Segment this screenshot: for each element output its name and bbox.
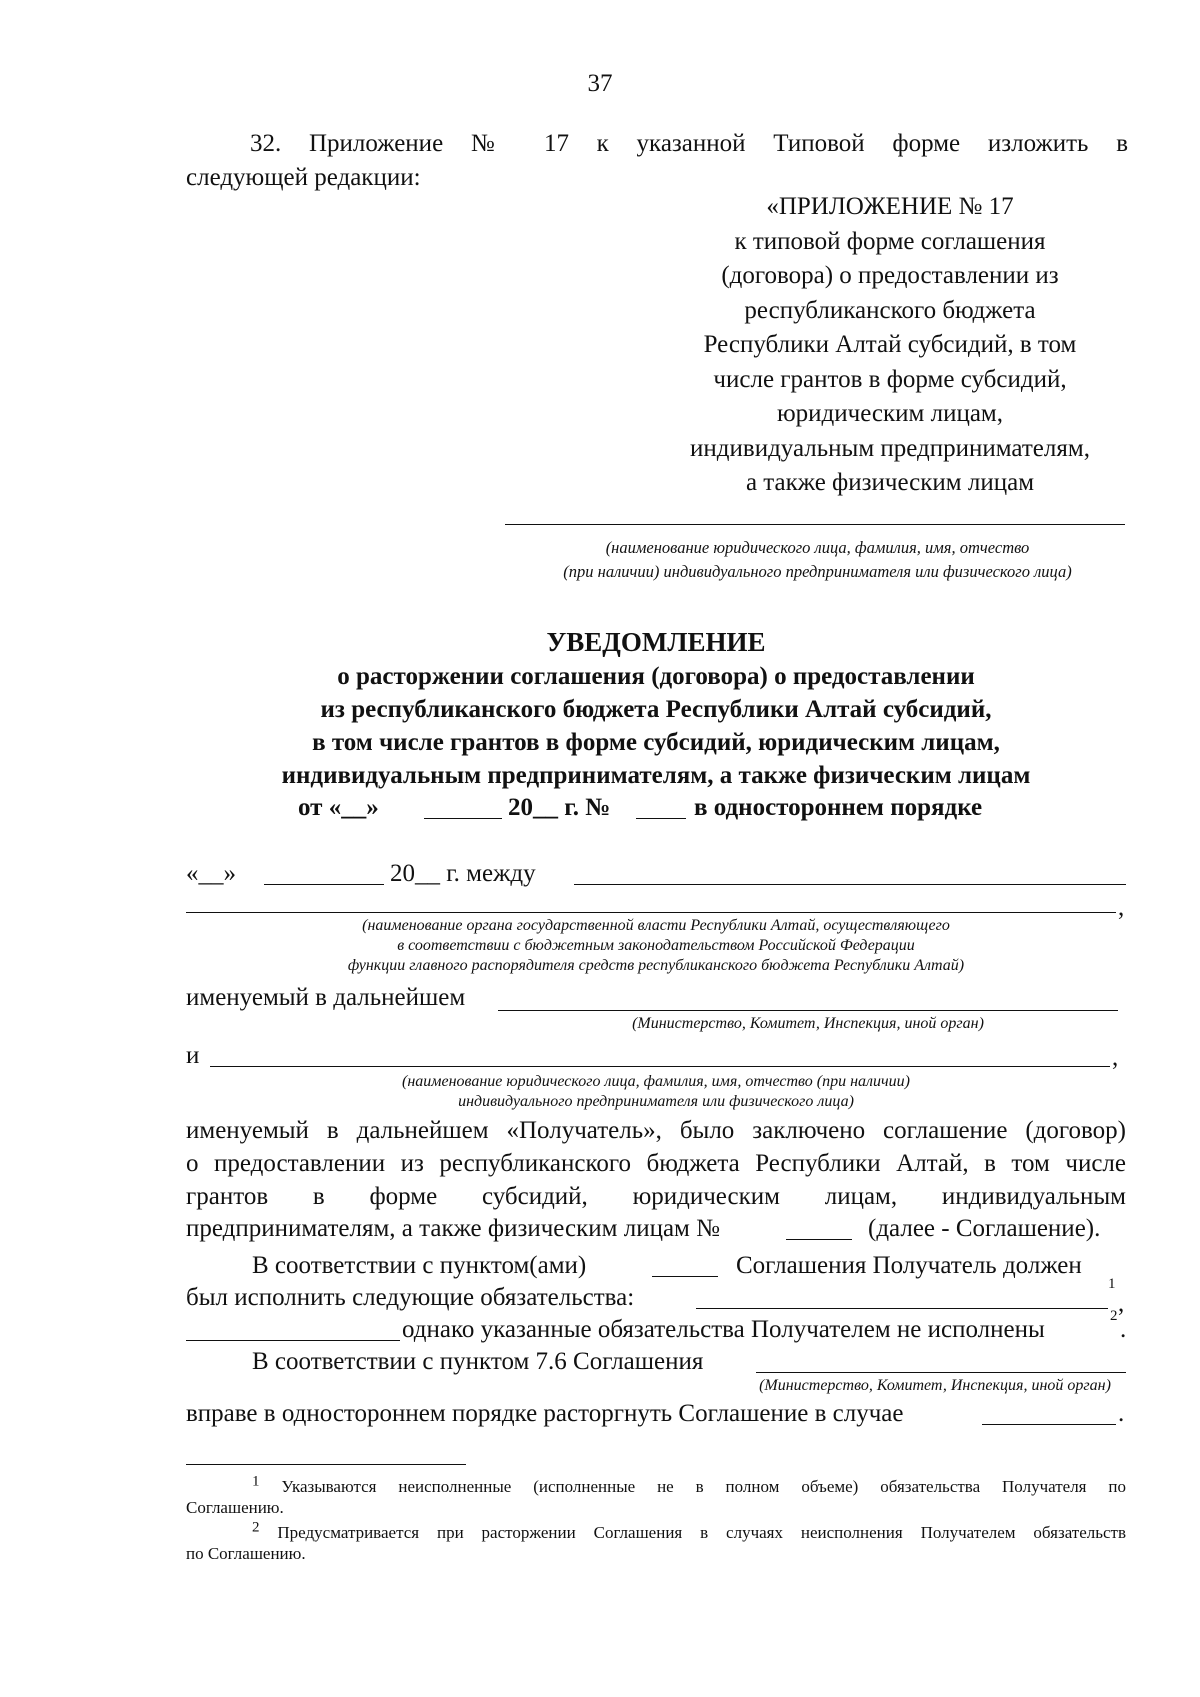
recipient-caption-line: (наименование юридического лица, фамилия, имя, отчество — [605, 538, 1030, 557]
authority-caption-line: в соответствии с бюджетным законодательством Российской Федерации — [397, 937, 915, 954]
ministry-blank — [498, 1010, 1118, 1011]
authority-blank — [574, 884, 1126, 885]
and-label: и — [186, 1042, 200, 1069]
paragraph-2-a: В соответствии с пунктом(ами) — [252, 1252, 587, 1279]
case-blank — [982, 1424, 1116, 1425]
notice-date-blank — [424, 818, 502, 819]
obligations-blank-2 — [186, 1340, 400, 1341]
appendix-heading — [660, 190, 1120, 501]
recipient-caption — [505, 536, 1130, 584]
entity-caption-line: (наименование юридического лица, фамилия, имя, отчество (при наличии) — [402, 1073, 910, 1090]
paragraph-4: вправе в одностороннем порядке расторгнуть Соглашение в случае — [186, 1400, 904, 1427]
notice-title: УВЕДОМЛЕНИЕ — [546, 627, 766, 657]
paragraph-1-last-a: предпринимателям, а также физическим лицам № — [186, 1215, 720, 1242]
footnote-1-text: Указываются неисполненные (исполненные не в полном объеме) обязательства Получателя по — [281, 1477, 1126, 1496]
ministry-caption: (Министерство, Комитет, Инспекция, иной орган) — [632, 1015, 984, 1032]
authority-caption-line: (наименование органа государственной власти Республики Алтай, осуществляющего — [362, 917, 950, 934]
entity-blank — [210, 1066, 1110, 1067]
obligations-blank — [696, 1308, 1108, 1309]
footnote-2-text: Предусматривается при расторжении Соглашения в случаях неисполнения Получателем обязательств — [277, 1523, 1127, 1542]
comma: , — [1118, 894, 1125, 921]
form-year: 20__ г. между — [390, 860, 536, 887]
intro-line-2: следующей редакции: — [186, 164, 421, 191]
ministry-caption-2: (Министерство, Комитет, Инспекция, иной орган) — [759, 1377, 1111, 1394]
footnote-ref-1: 1 — [1108, 1276, 1116, 1292]
form-date-blank — [264, 884, 384, 885]
notice-subtitle-line: в том числе грантов в форме субсидий, юридическим лицам, — [312, 729, 1000, 756]
footnote-separator — [186, 1464, 466, 1465]
appendix-heading-line: индивидуальным предпринимателям, — [690, 434, 1090, 462]
named-hereinafter: именуемый в дальнейшем — [186, 984, 466, 1011]
authority-caption — [186, 916, 1126, 976]
paragraph-1 — [186, 1114, 1126, 1213]
appendix-heading-line: числе грантов в форме субсидий, — [713, 365, 1067, 393]
paragraph-line: грантов в форме субсидий, юридическим лицам, индивидуальным — [186, 1183, 1126, 1210]
footnote-1-cont: Соглашению. — [186, 1498, 284, 1517]
entity-caption-line: индивидуального предпринимателя или физического лица) — [458, 1093, 854, 1110]
appendix-heading-line: «ПРИЛОЖЕНИЕ № 17 — [766, 193, 1014, 220]
notice-subtitle-line: о расторжении соглашения (договора) о предоставлении — [337, 663, 975, 690]
notice-year: 20__ г. № — [508, 794, 611, 821]
appendix-heading-line: республиканского бюджета — [744, 296, 1036, 324]
paragraph-line: именуемый в дальнейшем «Получатель», было заключено соглашение (договор) — [186, 1117, 1126, 1144]
notice-subtitle — [186, 660, 1126, 792]
comma-3: , — [1118, 1290, 1125, 1317]
footnote-1-mark: 1 — [252, 1473, 260, 1490]
notice-order: в одностороннем порядке — [694, 794, 983, 821]
paragraph-2-line-3: однако указанные обязательства Получателем не исполнены — [402, 1316, 1045, 1343]
recipient-name-blank — [505, 524, 1125, 525]
appendix-heading-line: а также физическим лицам — [745, 469, 1035, 496]
appendix-heading-line: к типовой форме соглашения — [734, 227, 1046, 255]
paragraph-2-b: Соглашения Получатель должен — [736, 1252, 1082, 1279]
paragraph-1-last-b: (далее - Соглашение). — [868, 1215, 1101, 1242]
recipient-caption-line: (при наличии) индивидуального предпринимателя или физического лица) — [563, 562, 1072, 581]
paragraph-3: В соответствии с пунктом 7.6 Соглашения — [252, 1348, 704, 1375]
appendix-heading-line: Республики Алтай субсидий, в том — [703, 331, 1077, 358]
intro-line-1: 32. Приложение № 17 к указанной Типовой форме изложить в — [250, 130, 1128, 157]
page-number: 37 — [587, 70, 613, 97]
agreement-number-blank — [786, 1239, 852, 1240]
entity-caption — [186, 1072, 1126, 1112]
footnote-ref-2: 2 — [1110, 1308, 1118, 1324]
appendix-heading-line: юридическим лицам, — [776, 400, 1004, 427]
footnote-2 — [186, 1519, 1127, 1564]
notice-number-blank — [636, 818, 686, 819]
notice-date-prefix: от «__» — [298, 794, 379, 821]
period-2: . — [1120, 1316, 1127, 1343]
notice-subtitle-line: из республиканского бюджета Республики Алтай субсидий, — [320, 696, 992, 723]
footnote-2-cont: по Соглашению. — [186, 1544, 306, 1563]
period: . — [1118, 1400, 1125, 1427]
paragraph-line: о предоставлении из республиканского бюджета Республики Алтай, в том числе — [186, 1150, 1126, 1177]
authority-caption-line: функции главного распорядителя средств республиканского бюджета Республики Алтай) — [347, 957, 965, 974]
paragraph-2-line-2: был исполнить следующие обязательства: — [186, 1284, 635, 1311]
clause-blank — [652, 1276, 718, 1277]
authority-blank-2 — [186, 912, 1116, 913]
form-date-quote: «__» — [186, 860, 236, 887]
comma-2: , — [1112, 1044, 1119, 1071]
appendix-heading-line: (договора) о предоставлении из — [721, 262, 1059, 289]
footnote-2-mark: 2 — [252, 1519, 260, 1536]
ministry-blank-2 — [756, 1372, 1126, 1373]
notice-subtitle-line: индивидуальным предпринимателям, а также физическим лицам — [281, 762, 1031, 789]
footnote-1 — [186, 1473, 1126, 1518]
